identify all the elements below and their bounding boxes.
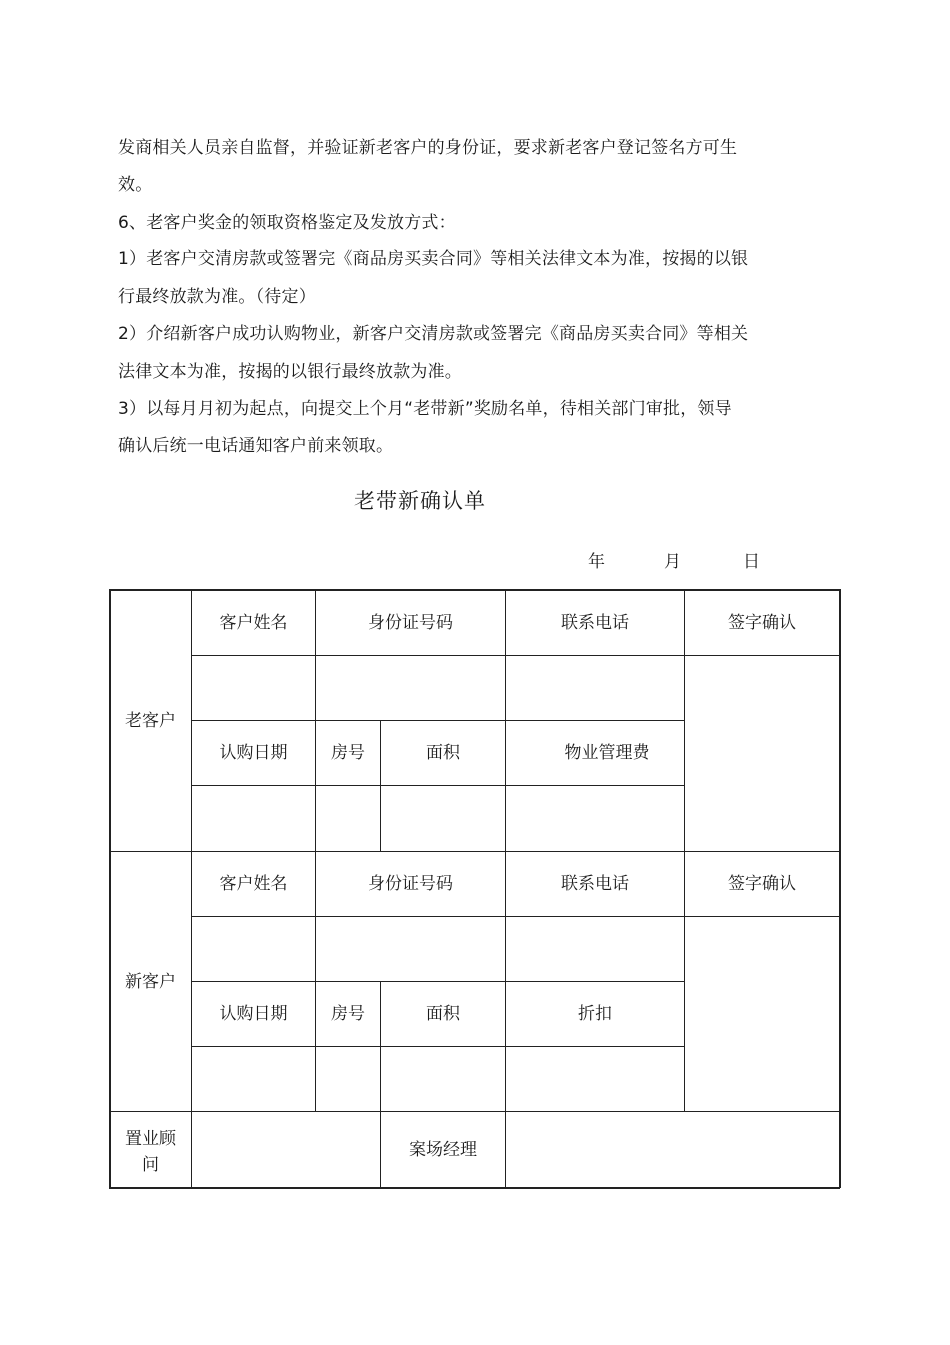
new-customer-signature-header: 签字确认: [728, 874, 796, 894]
old-property-fee-header: 物业管理费: [564, 743, 650, 763]
new-discount-header: 折扣: [578, 1004, 612, 1024]
new-customer-id-field[interactable]: [316, 917, 505, 981]
consultant-field[interactable]: [192, 1112, 380, 1187]
old-room-number-field[interactable]: [316, 786, 380, 851]
date-year-label: 年: [588, 552, 605, 572]
old-customer-id-header: 身份证号码: [368, 612, 453, 633]
paragraph-line: 法律文本为准，按揭的以银行最终放款为准。: [118, 362, 462, 382]
new-room-number-field[interactable]: [316, 1047, 380, 1111]
form-title: 老带新确认单: [354, 489, 486, 513]
paragraph-line: 效。: [118, 175, 153, 195]
old-property-fee-field[interactable]: [506, 786, 684, 851]
old-customer-signature-field[interactable]: [685, 656, 839, 851]
paragraph-line: 确认后统一电话通知客户前来领取。: [118, 436, 394, 456]
date-day-label: 日: [743, 552, 760, 572]
new-customer-label: 新客户: [125, 971, 176, 992]
new-room-number-header: 房号: [331, 1004, 365, 1024]
old-customer-phone-header: 联系电话: [561, 612, 629, 633]
old-purchase-date-header: 认购日期: [219, 743, 288, 763]
old-purchase-date-field[interactable]: [192, 786, 315, 851]
old-area-field[interactable]: [381, 786, 505, 851]
table-border: [109, 1187, 840, 1189]
paragraph-line: 6、老客户奖金的领取资格鉴定及发放方式：: [118, 213, 456, 233]
old-customer-id-field[interactable]: [316, 656, 505, 720]
old-customer-label: 老客户: [125, 710, 176, 731]
paragraph-line: 行最终放款为准。（待定）: [118, 287, 316, 307]
new-customer-phone-field[interactable]: [506, 917, 684, 981]
table-border: [839, 589, 841, 1188]
consultant-label: 置业顾问: [125, 1129, 176, 1175]
new-purchase-date-header: 认购日期: [219, 1004, 288, 1024]
new-customer-phone-header: 联系电话: [561, 874, 629, 894]
paragraph-line: 发商相关人员亲自监督，并验证新老客户的身份证，要求新老客户登记签名方可生: [118, 138, 738, 158]
new-customer-id-header: 身份证号码: [368, 874, 453, 894]
paragraph-line: 2）介绍新客户成功认购物业，新客户交清房款或签署完《商品房买卖合同》等相关: [118, 324, 749, 344]
new-area-field[interactable]: [381, 1047, 505, 1111]
old-customer-phone-field[interactable]: [506, 656, 684, 720]
new-customer-name-field[interactable]: [192, 917, 315, 981]
old-area-header: 面积: [426, 743, 460, 763]
site-manager-field[interactable]: [506, 1112, 839, 1187]
new-purchase-date-field[interactable]: [192, 1047, 315, 1111]
old-customer-name-header: 客户姓名: [219, 612, 288, 633]
site-manager-label: 案场经理: [409, 1139, 477, 1160]
old-customer-name-field[interactable]: [192, 656, 315, 720]
new-customer-signature-field[interactable]: [685, 917, 839, 1111]
new-discount-field[interactable]: [506, 1047, 684, 1111]
paragraph-line: 1）老客户交清房款或签署完《商品房买卖合同》等相关法律文本为准，按揭的以银: [118, 249, 749, 269]
new-area-header: 面积: [426, 1004, 460, 1024]
date-month-label: 月: [664, 552, 681, 572]
paragraph-line: 3）以每月月初为起点，向提交上个月“老带新”奖励名单，待相关部门审批，领导: [118, 399, 732, 419]
new-customer-name-header: 客户姓名: [219, 874, 288, 894]
old-room-number-header: 房号: [331, 743, 365, 763]
old-customer-signature-header: 签字确认: [728, 612, 796, 633]
